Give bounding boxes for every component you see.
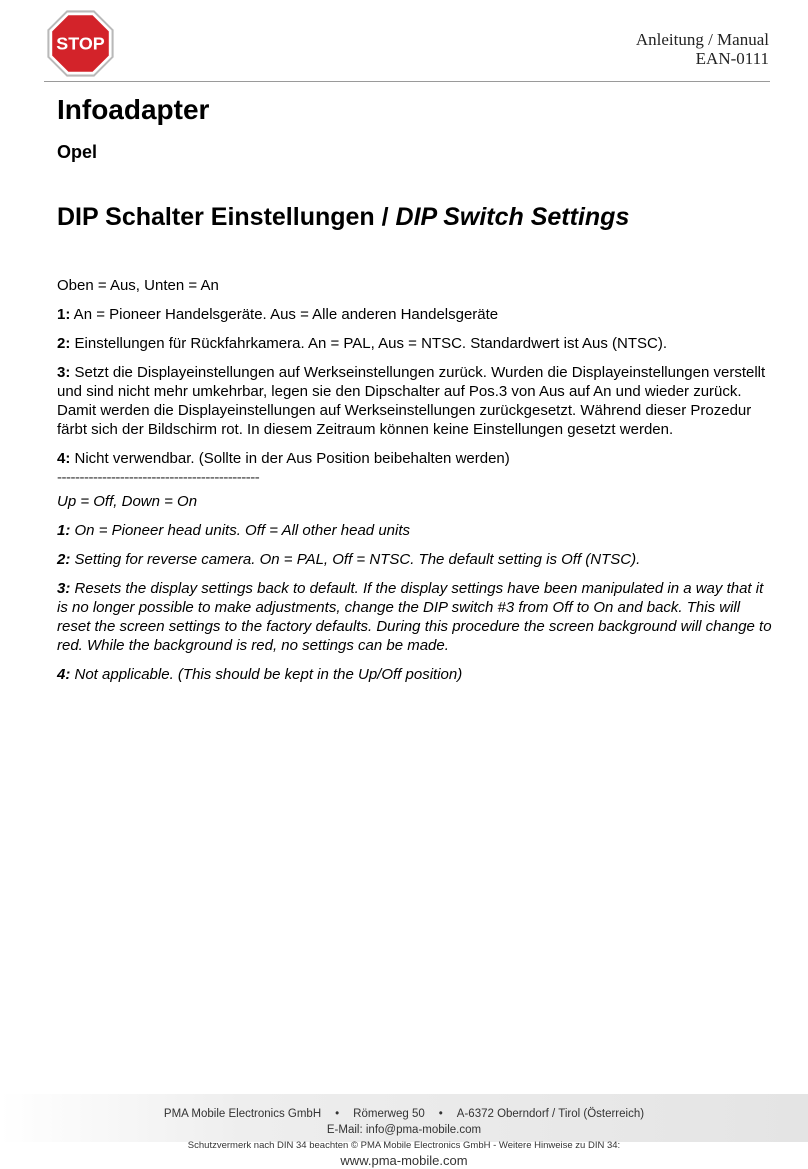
english-item-2-text: Setting for reverse camera. On = PAL, Off = NTSC. The default setting is Off (NTSC). <box>70 551 641 568</box>
footer <box>0 1106 808 1169</box>
english-intro: Up = Off, Down = On <box>57 493 198 510</box>
heading-german: DIP Schalter Einstellungen / <box>57 203 396 231</box>
english-item-3-text: Resets the display settings back to default. If the display settings have been manipulated in a way that it is no longer possible to make adjustments, change the DIP switch #3 from Off to On and back. This will reset the screen settings to the factory defaults. During this procedure the screen background will change to red. While the background is red, no settings can be made. <box>57 580 772 654</box>
german-item-4-num: 4: <box>57 450 71 467</box>
english-item-1-num: 1: <box>57 522 71 539</box>
german-intro: Oben = Aus, Unten = An <box>57 277 219 294</box>
footer-bullet: • <box>335 1108 340 1120</box>
footer-address <box>0 1106 808 1122</box>
footer-bullet: • <box>438 1108 443 1120</box>
header-divider <box>44 81 770 82</box>
footer-company: PMA Mobile Electronics GmbH <box>163 1108 322 1120</box>
english-item-4-num: 4: <box>57 666 71 683</box>
footer-city: A-6372 Oberndorf / Tirol (Österreich) <box>456 1108 645 1120</box>
english-item-1-text: On = Pioneer head units. Off = All other head units <box>70 522 410 539</box>
english-item-2 <box>57 550 772 569</box>
stop-sign-text: STOP <box>56 33 105 54</box>
english-item-3-num: 3: <box>57 580 71 597</box>
english-item-3 <box>57 579 772 655</box>
german-item-1-text: An = Pioneer Handelsgeräte. Aus = Alle anderen Handelsgeräte <box>70 306 499 323</box>
german-item-4-text: Nicht verwendbar. (Sollte in der Aus Position beibehalten werden) <box>70 450 510 467</box>
footer-street: Römerweg 50 <box>353 1108 425 1120</box>
english-item-4-text: Not applicable. (This should be kept in the Up/Off position) <box>70 666 463 683</box>
vehicle-brand: Opel <box>57 142 98 162</box>
english-item-1 <box>57 521 772 540</box>
document-title: Infoadapter <box>57 94 210 125</box>
english-item-2-num: 2: <box>57 551 71 568</box>
english-item-4 <box>57 665 772 684</box>
german-item-3-num: 3: <box>57 364 71 381</box>
section-heading <box>57 203 629 232</box>
heading-english: DIP Switch Settings <box>395 203 630 231</box>
footer-email: E-Mail: info@pma-mobile.com <box>326 1124 482 1136</box>
german-item-3-text: Setzt die Displayeinstellungen auf Werkseinstellungen zurück. Wurden die Displayeinstellungen verstellt und sind nicht mehr umkehrbar, legen sie den Dipschalter auf Pos.3 von Aus auf An und wieder zurück. Damit werden die Displayeinstellungen auf Werkseinstellungen zurückgesetzt. Während dieser Prozedur färbt sich der Bildschirm rot. In diesem Zeitraum können keine Einstellungen gesetzt werden. <box>57 364 766 438</box>
german-item-2-num: 2: <box>57 335 71 352</box>
german-item-2-text: Einstellungen für Rückfahrkamera. An = PAL, Aus = NTSC. Standardwert ist Aus (NTSC). <box>70 335 667 352</box>
language-separator: --------------------------------------------- <box>57 469 260 486</box>
ean-code: EAN-0111 <box>695 49 769 68</box>
german-item-2 <box>57 334 772 353</box>
footer-legal: Schutzvermerk nach DIN 34 beachten © PMA Mobile Electronics GmbH - Weitere Hinweise zu DIN 34: <box>187 1140 621 1151</box>
document-meta <box>636 30 769 68</box>
stop-sign-logo <box>46 9 115 78</box>
german-item-3 <box>57 363 772 439</box>
manual-label: Anleitung / Manual <box>635 30 769 49</box>
german-item-4 <box>57 449 772 468</box>
german-item-1 <box>57 305 772 324</box>
german-item-1-num: 1: <box>57 306 71 323</box>
dip-settings-content <box>57 276 772 694</box>
footer-website-link[interactable]: www.pma-mobile.com <box>340 1153 468 1168</box>
